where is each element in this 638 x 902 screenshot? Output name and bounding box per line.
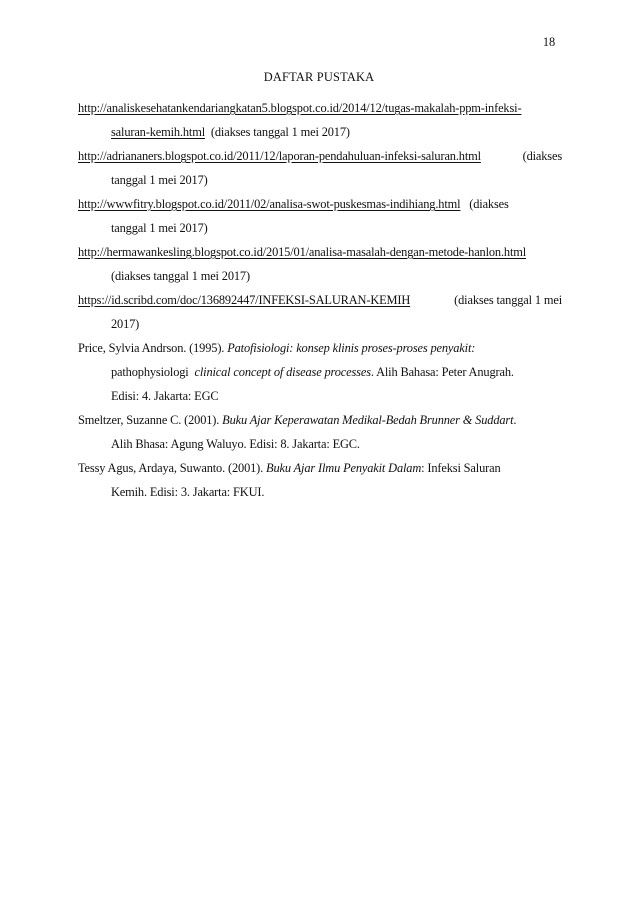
reference-author: Smeltzer, Suzanne C. (2001). [78,413,220,427]
access-date: tanggal 1 mei 2017) [111,173,208,187]
reference-item [78,288,562,336]
reference-author: Price, Sylvia Andrson. (1995). [78,341,225,355]
reference-publisher-info: Kemih. Edisi: 3. Jakarta: FKUI. [111,485,265,499]
reference-item: Smeltzer, Suzanne C. (2001). Buku Ajar Keperawatan Medikal-Bedah Brunner & Suddart. Alih Bhasa: Agung Waluyo. Edisi: 8. Jakarta: EGC. [78,413,517,451]
reference-list [78,96,562,504]
reference-author: Tessy Agus, Ardaya, Suwanto. (2001). [78,461,264,475]
reference-item [78,192,562,240]
access-date: (diakses tanggal 1 mei 2017) [111,269,250,283]
access-date: (diakses [469,197,509,211]
reference-link[interactable]: http://adriananers.blogspot.co.id/2011/12/laporan-pendahuluan-infeksi-saluran.html [78,149,481,163]
reference-title: Patofisiologi: konsep klinis proses-proses penyakit: [227,341,476,355]
reference-item [78,96,562,144]
reference-title-continued: clinical concept of disease processes [194,365,371,379]
access-date: (diakses tanggal 1 mei [454,293,562,307]
reference-link[interactable]: https://id.scribd.com/doc/136892447/INFEKSI-SALURAN-KEMIH [78,293,411,307]
reference-item [78,240,562,288]
access-date: (diakses [522,149,562,163]
page-title: DAFTAR PUSTAKA [263,70,375,84]
reference-link[interactable]: http://wwwfitry.blogspot.co.id/2011/02/analisa-swot-puskesmas-indihiang.html [78,197,461,211]
page-number: 18 [542,35,555,49]
reference-item [78,144,562,192]
access-date: tanggal 1 mei 2017) [111,221,208,235]
reference-item [78,336,562,408]
reference-link[interactable]: saluran-kemih.html [111,125,205,139]
access-date: (diakses tanggal 1 mei 2017) [210,125,350,139]
reference-title: Buku Ajar Keperawatan Medikal-Bedah Brunner & Suddart [222,413,514,427]
reference-title: Buku Ajar Ilmu Penyakit Dalam [266,461,422,475]
reference-publisher-info: . Alih Bahasa: Peter Anugrah. [370,365,514,379]
reference-link[interactable]: http://analiskesehatankendariangkatan5.blogspot.co.id/2014/12/tugas-makalah-ppm-infeksi- [78,101,522,115]
reference-publisher-info: Edisi: 4. Jakarta: EGC [111,389,219,403]
reference-publisher-info: Alih Bhasa: Agung Waluyo. Edisi: 8. Jakarta: EGC. [111,437,360,451]
reference-item: Tessy Agus, Ardaya, Suwanto. (2001). Buku Ajar Ilmu Penyakit Dalam: Infeksi Saluran Kemih. Edisi: 3. Jakarta: FKUI. [78,461,501,499]
access-date: 2017) [111,317,140,331]
reference-title-continued: pathophysiologi [111,365,189,379]
reference-link[interactable]: http://hermawankesling.blogspot.co.id/2015/01/analisa-masalah-dengan-metode-hanlon.html [78,245,527,259]
